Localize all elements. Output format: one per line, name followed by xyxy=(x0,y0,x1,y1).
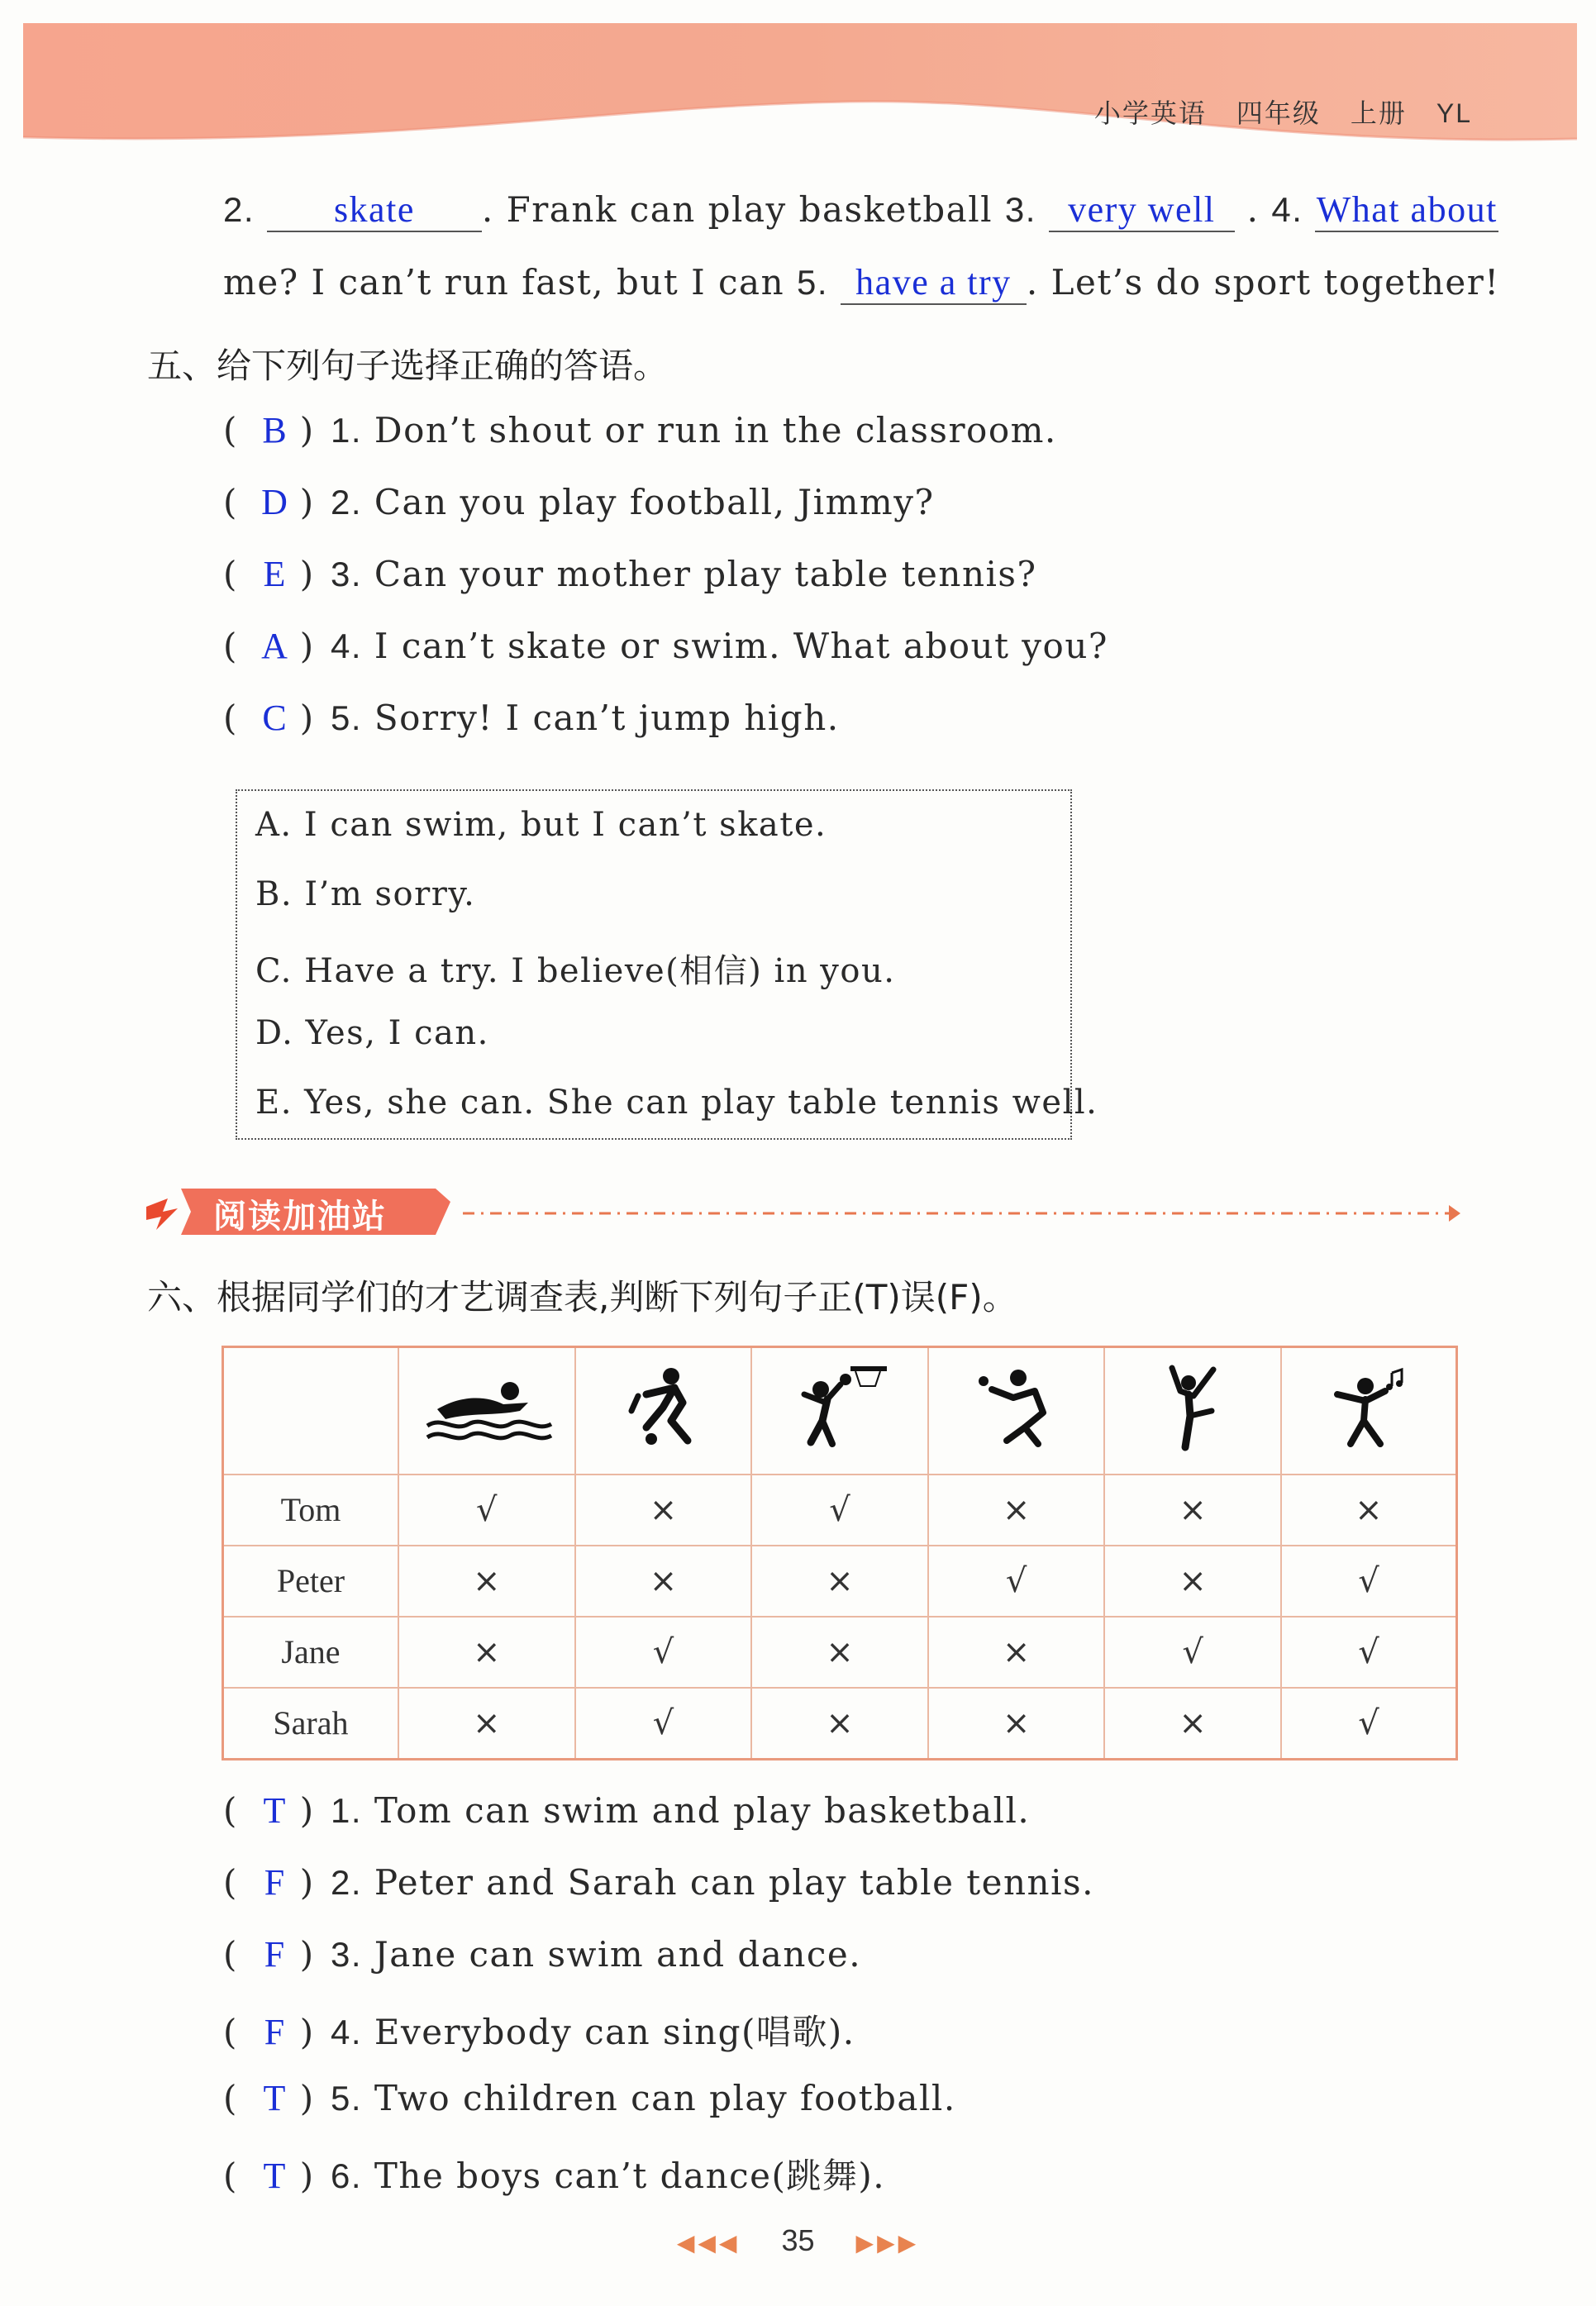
talent-mark: √ xyxy=(1281,1688,1457,1760)
student-name: Sarah xyxy=(223,1688,398,1760)
passage-text-2: me? I can’t run fast, but I can xyxy=(223,262,785,303)
talent-mark: √ xyxy=(1104,1617,1281,1688)
talent-mark: × xyxy=(575,1546,752,1617)
s6-question-1: ( T ) 1. Tom can swim and play basketball. xyxy=(223,1790,1031,1831)
blank-number-4: 4. xyxy=(1271,190,1303,229)
talent-mark: √ xyxy=(575,1617,752,1688)
s5-answer: D xyxy=(261,482,289,522)
answer-5: have a try xyxy=(855,262,1012,303)
talent-mark: × xyxy=(1281,1475,1457,1546)
student-name: Jane xyxy=(223,1617,398,1688)
activity-header xyxy=(575,1347,752,1475)
talent-mark: × xyxy=(398,1688,575,1760)
s6-question-number: 1. xyxy=(331,1791,363,1830)
blank-number-5: 5. xyxy=(797,263,829,302)
s6-question-text: Two children can play football. xyxy=(374,2078,956,2118)
s6-answer: F xyxy=(264,1862,286,1903)
passage-text-3: . Let’s do sport together! xyxy=(1026,262,1500,303)
s6-answer: T xyxy=(263,1790,287,1831)
s6-question-text: Jane can swim and dance. xyxy=(374,1934,862,1975)
s6-answer: T xyxy=(263,2156,287,2196)
table-header-row xyxy=(223,1347,1457,1475)
blank-number-2: 2. xyxy=(223,190,255,229)
s6-question-number: 3. xyxy=(331,1935,363,1974)
s5-question-4: ( A ) 4. I can’t skate or swim. What about you? xyxy=(223,626,1108,666)
s5-answer: A xyxy=(261,626,289,666)
talent-mark: √ xyxy=(1281,1617,1457,1688)
dancing-icon xyxy=(1147,1361,1238,1452)
option-b: B. I’m sorry. xyxy=(255,875,476,913)
s6-question-number: 5. xyxy=(331,2079,363,2118)
section-6-title: 六、根据同学们的才艺调查表,判断下列句子正(T)误(F)。 xyxy=(147,1277,1017,1317)
s6-question-text: The boys can’t dance(跳舞). xyxy=(374,2156,886,2196)
talent-mark: × xyxy=(751,1617,928,1688)
s5-question-number: 2. xyxy=(331,483,363,522)
option-e: E. Yes, she can. She can play table tennis well. xyxy=(255,1084,1098,1122)
swimming-icon xyxy=(421,1361,553,1452)
s5-question-5: ( C ) 5. Sorry! I can’t jump high. xyxy=(223,698,840,738)
page-number: 35 xyxy=(781,2223,815,2257)
answer-blank-2 xyxy=(267,188,482,232)
s6-answer: F xyxy=(264,2012,286,2052)
talent-mark: √ xyxy=(928,1546,1105,1617)
header-subject: 小学英语 xyxy=(1093,98,1207,129)
header-edition: YL xyxy=(1436,98,1472,128)
singing-icon xyxy=(1319,1361,1418,1452)
talent-mark: × xyxy=(575,1475,752,1546)
banner-flag-icon xyxy=(146,1198,178,1230)
s6-answer: F xyxy=(264,1934,286,1975)
s6-question-2: ( F ) 2. Peter and Sarah can play table tennis. xyxy=(223,1862,1094,1903)
header-volume: 上册 xyxy=(1350,98,1407,129)
s5-answer: C xyxy=(262,698,288,738)
header-info xyxy=(1065,93,1472,131)
talent-survey-table xyxy=(222,1346,1458,1760)
option-a: A. I can swim, but I can’t skate. xyxy=(255,806,827,844)
answer-options-box xyxy=(236,789,1098,1140)
s5-question-text: Sorry! I can’t jump high. xyxy=(374,698,840,738)
s6-answer: T xyxy=(263,2078,287,2118)
s5-question-3: ( E ) 3. Can your mother play table tennis? xyxy=(223,554,1037,594)
s6-question-number: 2. xyxy=(331,1863,363,1902)
student-name: Peter xyxy=(223,1546,398,1617)
basketball-icon xyxy=(786,1361,893,1452)
talent-mark: × xyxy=(1104,1475,1281,1546)
next-arrows-icon: ▶▶▶ xyxy=(855,2230,920,2256)
reading-banner-text: 阅读加油站 xyxy=(213,1198,387,1236)
s5-question-number: 3. xyxy=(331,555,363,593)
blank-number-3: 3. xyxy=(1004,190,1036,229)
talent-mark: × xyxy=(1104,1688,1281,1760)
talent-mark: √ xyxy=(398,1475,575,1546)
section-5-title: 五、给下列句子选择正确的答语。 xyxy=(147,345,669,386)
talent-mark: √ xyxy=(1281,1546,1457,1617)
option-d: D. Yes, I can. xyxy=(255,1014,489,1052)
s5-answer: E xyxy=(263,554,287,594)
answer-blank-4 xyxy=(1315,188,1498,232)
talent-mark: × xyxy=(928,1688,1105,1760)
s5-question-1: ( B ) 1. Don’t shout or run in the classroom. xyxy=(223,410,1057,450)
talent-mark: × xyxy=(751,1688,928,1760)
passage-line-2 xyxy=(223,261,1500,305)
passage-line-1 xyxy=(223,188,1498,232)
talent-mark: × xyxy=(398,1617,575,1688)
s6-question-5: ( T ) 5. Two children can play football. xyxy=(223,2078,956,2118)
s6-question-4: ( F ) 4. Everybody can sing(唱歌). xyxy=(223,2012,855,2052)
page-footer xyxy=(0,2223,1596,2258)
activity-header xyxy=(1104,1347,1281,1475)
answer-4: What about xyxy=(1316,189,1498,230)
table-row xyxy=(223,1546,1457,1617)
talent-mark: √ xyxy=(751,1475,928,1546)
s6-question-text: Everybody can sing(唱歌). xyxy=(374,2012,855,2052)
s5-answer: B xyxy=(262,410,288,450)
activity-header xyxy=(1281,1347,1457,1475)
answer-3: very well xyxy=(1068,189,1216,230)
talent-mark: × xyxy=(751,1546,928,1617)
s6-question-number: 4. xyxy=(331,2013,363,2051)
talent-mark: × xyxy=(928,1475,1105,1546)
student-name: Tom xyxy=(223,1475,398,1546)
passage-dot: . xyxy=(1246,189,1260,230)
prev-arrows-icon: ◀◀◀ xyxy=(676,2230,741,2256)
answer-blank-5 xyxy=(841,261,1027,305)
table-row xyxy=(223,1688,1457,1760)
answer-blank-3 xyxy=(1049,188,1235,232)
activity-header xyxy=(751,1347,928,1475)
table-row xyxy=(223,1617,1457,1688)
talent-mark: √ xyxy=(575,1688,752,1760)
activity-header xyxy=(398,1347,575,1475)
s5-question-text: I can’t skate or swim. What about you? xyxy=(374,626,1108,666)
s6-question-number: 6. xyxy=(331,2156,363,2195)
s5-question-2: ( D ) 2. Can you play football, Jimmy? xyxy=(223,482,935,522)
table-tennis-icon xyxy=(967,1361,1066,1452)
s5-question-number: 1. xyxy=(331,411,363,450)
header-grade: 四年级 xyxy=(1236,98,1321,129)
talent-mark: × xyxy=(398,1546,575,1617)
answer-2: skate xyxy=(333,189,415,230)
s6-question-6: ( T ) 6. The boys can’t dance(跳舞). xyxy=(223,2156,886,2196)
s6-question-3: ( F ) 3. Jane can swim and dance. xyxy=(223,1934,862,1975)
s5-question-number: 5. xyxy=(331,698,363,737)
passage-text-1: . Frank can play basketball xyxy=(481,189,993,230)
table-row xyxy=(223,1475,1457,1546)
table-corner-cell xyxy=(223,1347,398,1475)
header-banner xyxy=(23,23,1577,155)
s6-question-text: Tom can swim and play basketball. xyxy=(374,1790,1031,1831)
s5-question-number: 4. xyxy=(331,627,363,665)
activity-header xyxy=(928,1347,1105,1475)
s5-question-text: Don’t shout or run in the classroom. xyxy=(374,410,1057,450)
s5-question-text: Can you play football, Jimmy? xyxy=(374,482,935,522)
talent-mark: × xyxy=(1104,1546,1281,1617)
talent-mark: × xyxy=(928,1617,1105,1688)
s5-question-text: Can your mother play table tennis? xyxy=(374,554,1037,594)
option-c: C. Have a try. I believe(相信) in you. xyxy=(255,952,896,990)
football-icon xyxy=(613,1361,712,1452)
s6-question-text: Peter and Sarah can play table tennis. xyxy=(374,1862,1094,1903)
